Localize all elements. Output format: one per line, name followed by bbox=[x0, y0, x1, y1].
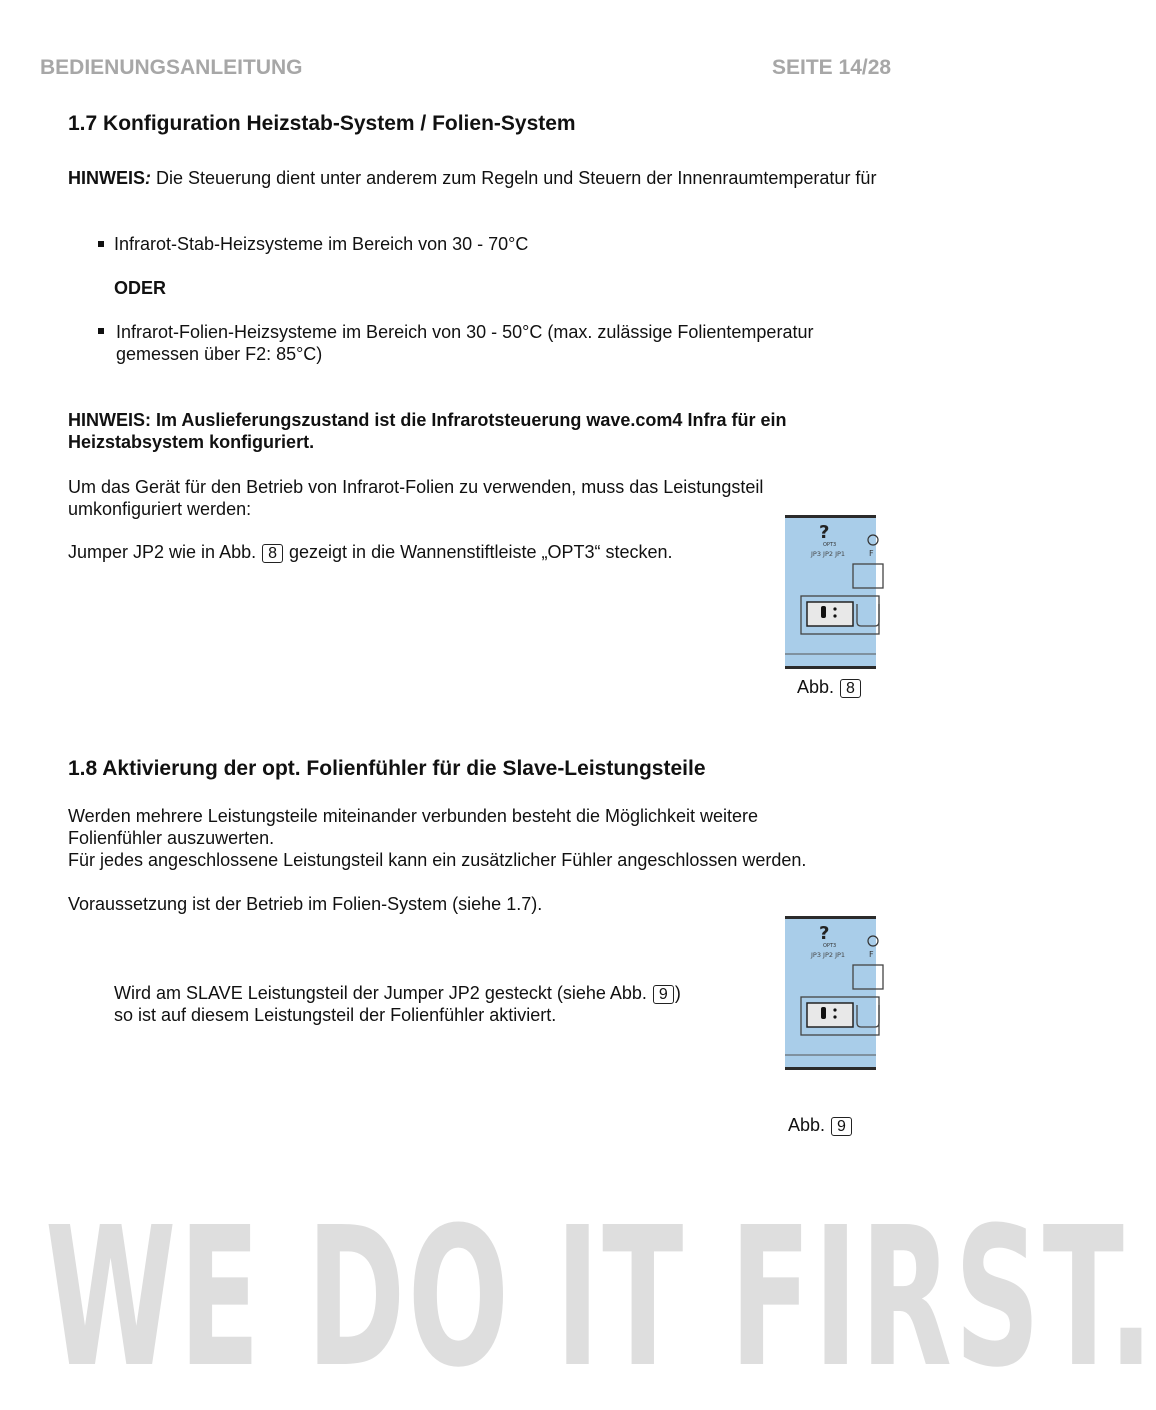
jumper-board-illustration bbox=[785, 518, 876, 666]
jumper-board-illustration bbox=[785, 919, 876, 1067]
header-title: BEDIENUNGSANLEITUNG bbox=[40, 56, 303, 79]
hinweis-text: Die Steuerung dient unter anderem zum Regeln und Steuern der Innenraumtemperatur für bbox=[151, 168, 877, 188]
bullet-text: Infrarot-Folien-Heizsysteme im Bereich von 30 - 50°C (max. zulässige Folientemperatur gemessen über F2: 85°C) bbox=[116, 322, 814, 364]
paragraph-voraussetzung: Voraussetzung ist der Betrieb im Folien-System (siehe 1.7). bbox=[68, 894, 543, 914]
opt-label: OPT3 bbox=[823, 943, 837, 949]
section-heading-1-7: 1.7 Konfiguration Heizstab-System / Folien-System bbox=[68, 112, 576, 135]
f-label: F bbox=[869, 950, 874, 959]
jumper-labels: JP3 JP2 JP1 bbox=[811, 550, 846, 558]
hinweis-colon: : bbox=[145, 168, 152, 188]
paragraph-umkonfiguration: Um das Gerät für den Betrieb von Infrarot-Folien zu verwenden, muss das Leistungsteil umkonfiguriert werden: bbox=[68, 477, 764, 519]
bullet-icon bbox=[98, 241, 104, 247]
figure-ref-9: 9 bbox=[653, 985, 674, 1004]
hinweis-label: HINWEIS bbox=[68, 168, 146, 188]
oder-label: ODER bbox=[114, 278, 167, 298]
bullet-item-stab bbox=[98, 233, 798, 255]
jumper-labels: JP3 JP2 JP1 bbox=[811, 951, 846, 959]
slave-instruction: Wird am SLAVE Leistungsteil der Jumper JP2 gesteckt (siehe Abb. 9 ) so ist auf diesem Leistungsteil der Folienfühler aktiviert. bbox=[114, 983, 681, 1025]
question-mark: ? bbox=[819, 923, 830, 944]
paragraph-leistungsteile: Werden mehrere Leistungsteile miteinander verbunden besteht die Möglichkeit weitere Folienfühler auszuwerten. bbox=[68, 806, 759, 848]
figure-caption-8: Abb. 8 bbox=[797, 676, 862, 698]
figure-8-image bbox=[785, 515, 876, 669]
hinweis-auslieferung: HINWEIS: Im Auslieferungszustand ist die Infrarotsteuerung wave.com4 Infra für ein Heizstabsystem konfiguriert. bbox=[68, 410, 787, 452]
footer-slogan-watermark: WE DO IT FIRST. bbox=[45, 1187, 1156, 1410]
opt-label: OPT3 bbox=[823, 542, 837, 548]
bullet-icon bbox=[98, 328, 104, 334]
jumper-instruction: Jumper JP2 wie in Abb. 8 gezeigt in die Wannenstiftleiste „OPT3“ stecken. bbox=[68, 542, 673, 562]
question-mark: ? bbox=[819, 522, 830, 543]
paragraph-fuehler: Für jedes angeschlossene Leistungsteil kann ein zusätzlicher Fühler angeschlossen werden. bbox=[68, 850, 807, 870]
f-label: F bbox=[869, 549, 874, 558]
figure-ref-8: 8 bbox=[262, 544, 283, 563]
bullet-item-folie bbox=[98, 321, 878, 365]
figure-9-image bbox=[785, 916, 876, 1070]
page-number: SEITE 14/28 bbox=[772, 56, 892, 79]
hinweis-paragraph bbox=[68, 167, 918, 189]
figure-caption-9: Abb. 9 bbox=[788, 1114, 853, 1136]
bullet-text: Infrarot-Stab-Heizsysteme im Bereich von 30 - 70°C bbox=[114, 234, 529, 254]
section-heading-1-8: 1.8 Aktivierung der opt. Folienfühler für die Slave-Leistungsteile bbox=[68, 757, 706, 780]
